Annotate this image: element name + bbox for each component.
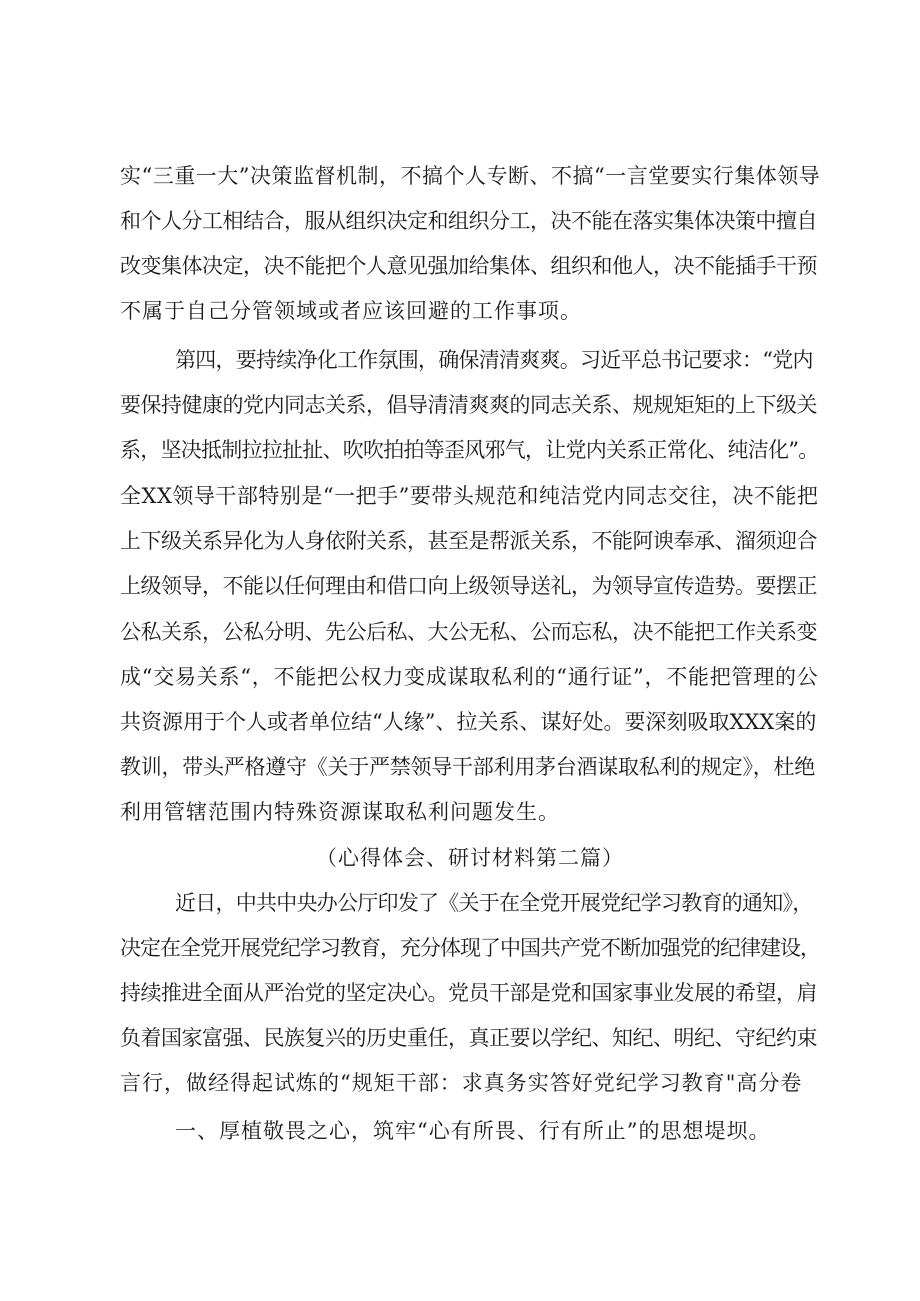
- paragraph-2-line-10: 教训，带头严格遵守《关于严禁领导干部利用茅台酒谋取私利的规定》，杜绝: [120, 755, 815, 779]
- paragraph-2-line-8: 成“交易关系“，不能把公权力变成谋取私利的“通行证”，不能把管理的公: [120, 665, 819, 689]
- paragraph-3-line-2: 决定在全党开展党纪学习教育，充分体现了中国共产党不断加强党的纪律建设，: [120, 936, 820, 960]
- paragraph-3-line-1: 近日，中共中央办公厅印发了《关于在全党开展党纪学习教育的通知》，: [175, 891, 813, 915]
- paragraph-4-line-1: 一、厚植敬畏之心，筑牢“心有所畏、行有所止”的思想堤坝。: [175, 1119, 771, 1143]
- paragraph-2-line-11: 利用管辖范围内特殊资源谋取私利问题发生。: [120, 800, 560, 824]
- paragraph-1-line-1: 实“三重一大”决策监督机制，不搞个人专断、不搞“一言堂要实行集体领导: [120, 164, 821, 188]
- paragraph-2-line-6: 上级领导，不能以任何理由和借口向上级领导送礼，为领导宣传造势。要摆正: [120, 574, 817, 598]
- paragraph-2-line-5: 上下级关系异化为人身依附关系，甚至是帮派关系，不能阿谀奉承、溜须迎合: [120, 529, 817, 553]
- paragraph-3-line-5: 言行，做经得起试炼的“规矩干部：求真务实答好党纪学习教育"高分卷: [120, 1071, 803, 1095]
- paragraph-3-line-4: 负着国家富强、民族复兴的历史重任，真正要以学纪、知纪、明纪、守纪约束: [120, 1026, 817, 1050]
- section-heading: （心得体会、研讨材料第二篇）: [316, 846, 624, 870]
- paragraph-1-line-4: 不属于自己分管领域或者应该回避的工作事项。: [120, 299, 582, 323]
- paragraph-3-line-3: 持续推进全面从严治党的坚定决心。党员干部是党和国家事业发展的希望，肩: [120, 981, 817, 1005]
- paragraph-2-line-2: 要保持健康的党内同志关系，倡导清清爽爽的同志关系、规规矩矩的上下级关: [120, 393, 817, 417]
- paragraph-2-line-3: 系，坚决抵制拉拉扯扯、吹吹拍拍等歪风邪气，让党内关系正常化、纯洁化”。: [120, 438, 819, 462]
- paragraph-2-line-7: 公私关系，公私分明、先公后私、大公无私、公而忘私，决不能把工作关系变: [120, 620, 817, 644]
- paragraph-2-line-9: 共资源用于个人或者单位结“人缘”、拉关系、谋好处。要深刻吸取XXX案的: [120, 710, 817, 734]
- paragraph-2-line-4: 全XX领导干部特别是“一把手”要带头规范和纯洁党内同志交往，决不能把: [120, 484, 819, 508]
- paragraph-1-line-3: 改变集体决定，决不能把个人意见强加给集体、组织和他人，决不能插手干预: [120, 254, 817, 278]
- paragraph-1-line-2: 和个人分工相结合，服从组织决定和组织分工，决不能在落实集体决策中擅自: [120, 209, 817, 233]
- paragraph-2-line-1: 第四，要持续净化工作氛围，确保清清爽爽。习近平总书记要求：“党内: [175, 348, 813, 372]
